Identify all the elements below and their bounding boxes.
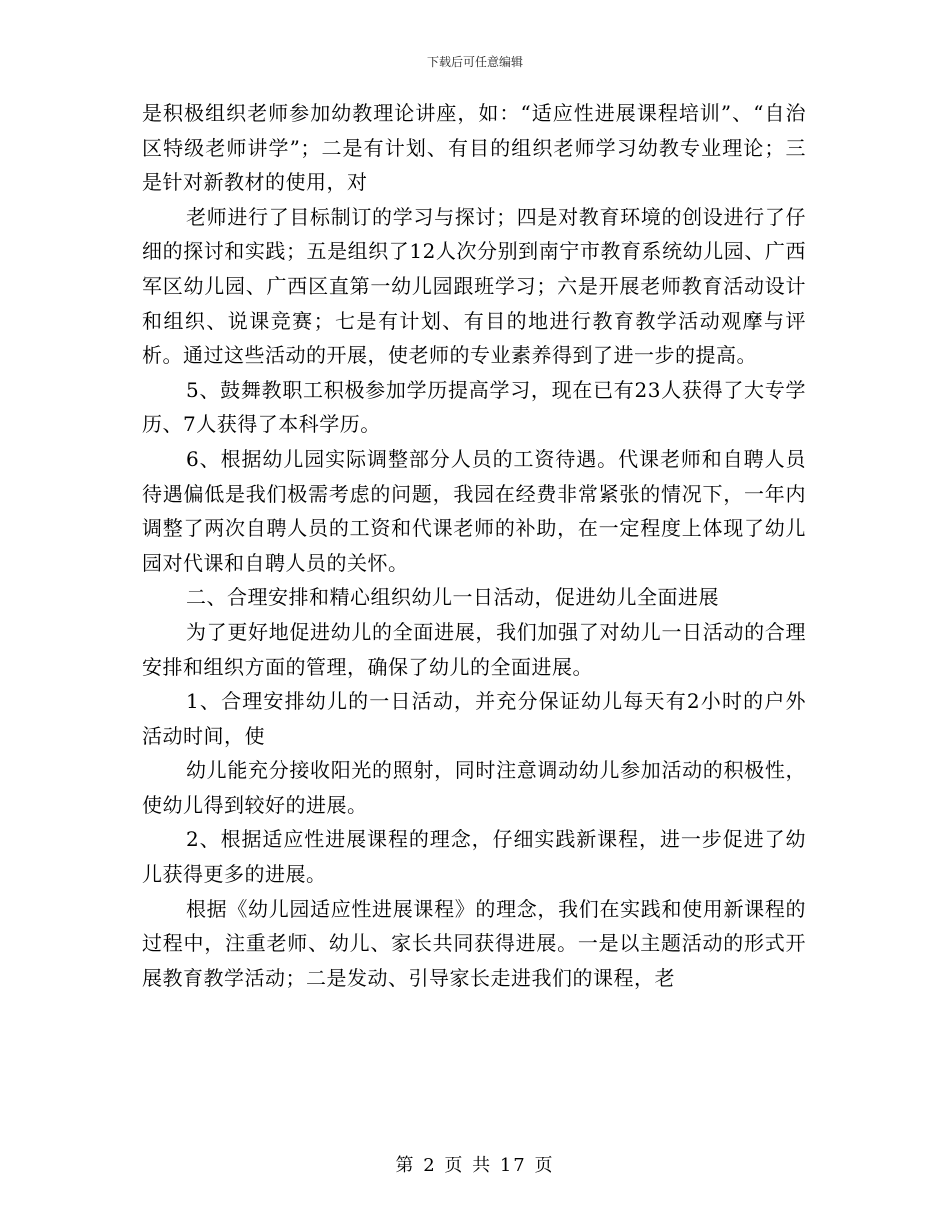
body-text	[142, 96, 806, 995]
paragraph: 根据《幼儿园适应性进展课程》的理念，我们在实践和使用新课程的过程中，注重老师、幼儿、家长共同获得进展。一是以主题活动的形式开展教育教学活动；二是发动、引导家长走进我们的课程，老	[142, 896, 806, 990]
paragraph: 5、鼓舞教职工积极参加学历提高学习，现在已有23人获得了大专学历、7人获得了本科学历。	[142, 377, 806, 437]
paragraph: 是积极组织老师参加幼教理论讲座，如：“适应性进展课程培训”、“自治区特级老师讲学”；二是有计划、有目的组织老师学习幼教专业理论；三是针对新教材的使用，对	[142, 101, 806, 195]
page-header: 下载后可任意编辑	[426, 55, 523, 69]
paragraph: 2、根据适应性进展课程的理念，仔细实践新课程，进一步促进了幼儿获得更多的进展。	[142, 827, 806, 887]
paragraph: 6、根据幼儿园实际调整部分人员的工资待遇。代课老师和自聘人员待遇偏低是我们极需考虑的问题，我园在经费非常紧张的情况下，一年内调整了两次自聘人员的工资和代课老师的补助，在一定程度上体现了幼儿园对代课和自聘人员的关怀。	[142, 446, 806, 575]
paragraph: 为了更好地促进幼儿的全面进展，我们加强了对幼儿一日活动的合理安排和组织方面的管理，确保了幼儿的全面进展。	[142, 619, 806, 679]
paragraph: 1、合理安排幼儿的一日活动，并充分保证幼儿每天有2小时的户外活动时间，使	[142, 689, 806, 748]
paragraph: 老师进行了目标制订的学习与探讨；四是对教育环境的创设进行了仔细的探讨和实践；五是组织了12人次分别到南宁市教育系统幼儿园、广西军区幼儿园、广西区直第一幼儿园跟班学习；六是开展老师教育活动设计和组织、说课竞赛；七是有计划、有目的地进行教育教学活动观摩与评析。通过这些活动的开展，使老师的专业素养得到了进一步的提高。	[142, 204, 806, 368]
page-footer: 第 2 页 共 17 页	[395, 1155, 555, 1176]
section-heading: 二、合理安排和精心组织幼儿一日活动，促进幼儿全面进展	[186, 585, 719, 610]
paragraph: 幼儿能充分接收阳光的照射，同时注意调动幼儿参加活动的积极性，使幼儿得到较好的进展。	[142, 758, 806, 817]
